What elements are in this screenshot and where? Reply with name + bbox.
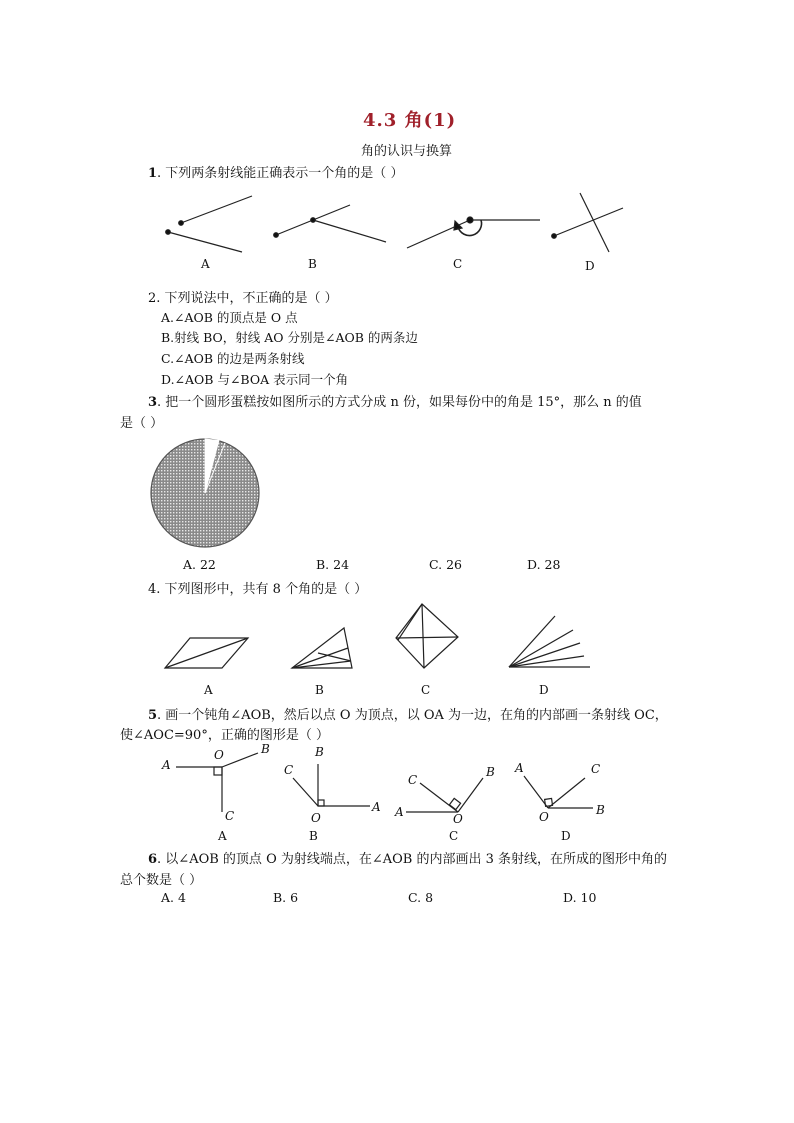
question-4-text: 4. 下列图形中，共有 8 个角的是（ ） xyxy=(148,582,368,597)
question-3-option-c: C. 26 xyxy=(429,557,462,572)
question-6-option-c: C. 8 xyxy=(408,890,434,905)
question-6-line-1 xyxy=(148,848,667,867)
question-2-option-c: C.∠AOB 的边是两条射线 xyxy=(161,351,305,366)
q5a-point-c: C xyxy=(225,809,235,823)
question-6-text: . 以∠AOB 的顶点 O 为射线端点，在∠AOB 的内部画出 3 条射线，在所成的图形中角的 xyxy=(157,852,668,867)
q4-label-a: A xyxy=(204,683,213,697)
question-6-number: 6 xyxy=(148,852,158,867)
q5a-point-a: A xyxy=(162,758,171,772)
q5-figure-b xyxy=(293,764,370,806)
q5d-point-b: B xyxy=(596,803,605,817)
question-2-option-b: B.射线 BO，射线 AO 分别是∠AOB 的两条边 xyxy=(161,330,418,345)
question-6-option-a: A. 4 xyxy=(161,890,186,905)
q5c-point-c: C xyxy=(408,773,418,787)
q5-label-c: C xyxy=(449,829,459,843)
q5b-point-a: A xyxy=(372,800,381,814)
question-5-line-2: 使∠AOC=90°，正确的图形是（ ） xyxy=(120,728,329,743)
question-3-number: 3 xyxy=(148,395,158,410)
q5d-point-a: A xyxy=(515,761,524,775)
q5-figure-d xyxy=(524,776,593,808)
page-title: 4.3 角(1) xyxy=(363,110,457,131)
question-6-option-b: B. 6 xyxy=(273,890,299,905)
question-5-text: . 画一个钝角∠AOB，然后以点 O 为顶点，以 OA 为一边，在角的内部画一条射线 OC， xyxy=(157,708,668,723)
question-2-text: 2. 下列说法中，不正确的是（ ） xyxy=(148,291,338,306)
question-1-text: . 下列两条射线能正确表示一个角的是（ ） xyxy=(157,166,404,181)
q1-label-b: B xyxy=(308,257,317,271)
q1-label-c: C xyxy=(453,257,463,271)
q4-label-c: C xyxy=(421,683,431,697)
q5-label-b: B xyxy=(309,829,318,843)
q5-label-d: D xyxy=(561,829,571,843)
q5c-point-a: A xyxy=(395,805,404,819)
q5d-point-c: C xyxy=(591,762,601,776)
q4-label-d: D xyxy=(539,683,549,697)
q5b-point-b: B xyxy=(315,745,324,759)
q5-figure-c xyxy=(406,778,483,812)
question-3-option-d: D. 28 xyxy=(527,557,561,572)
question-1-number: 1 xyxy=(148,166,158,181)
question-6-line-2: 总个数是（ ） xyxy=(120,873,203,888)
q1-label-a: A xyxy=(201,257,210,271)
q5-label-a: A xyxy=(218,829,227,843)
q5c-point-b: B xyxy=(486,765,495,779)
q5b-point-c: C xyxy=(284,763,294,777)
q4-label-b: B xyxy=(315,683,324,697)
q5d-point-o: O xyxy=(539,810,549,824)
question-3-text: . 把一个圆形蛋糕按如图所示的方式分成 n 份，如果每份中的角是 15°，那么 n 的值 xyxy=(157,395,642,410)
question-3-line-2: 是（ ） xyxy=(120,416,164,431)
q5c-point-o: O xyxy=(453,812,463,826)
question-2-option-d: D.∠AOB 与∠BOA 表示同一个角 xyxy=(161,372,349,387)
question-3-option-b: B. 24 xyxy=(316,557,350,572)
question-2-option-a: A.∠AOB 的顶点是 O 点 xyxy=(161,310,298,325)
page-subtitle: 角的认识与换算 xyxy=(361,144,453,159)
q5a-point-b: B xyxy=(261,742,270,756)
q1-label-d: D xyxy=(585,259,595,273)
question-5-number: 5 xyxy=(148,708,158,723)
question-6-option-d: D. 10 xyxy=(563,890,597,905)
q5b-point-o: O xyxy=(311,811,321,825)
q5a-point-o: O xyxy=(214,748,224,762)
question-3-option-a: A. 22 xyxy=(183,557,216,572)
